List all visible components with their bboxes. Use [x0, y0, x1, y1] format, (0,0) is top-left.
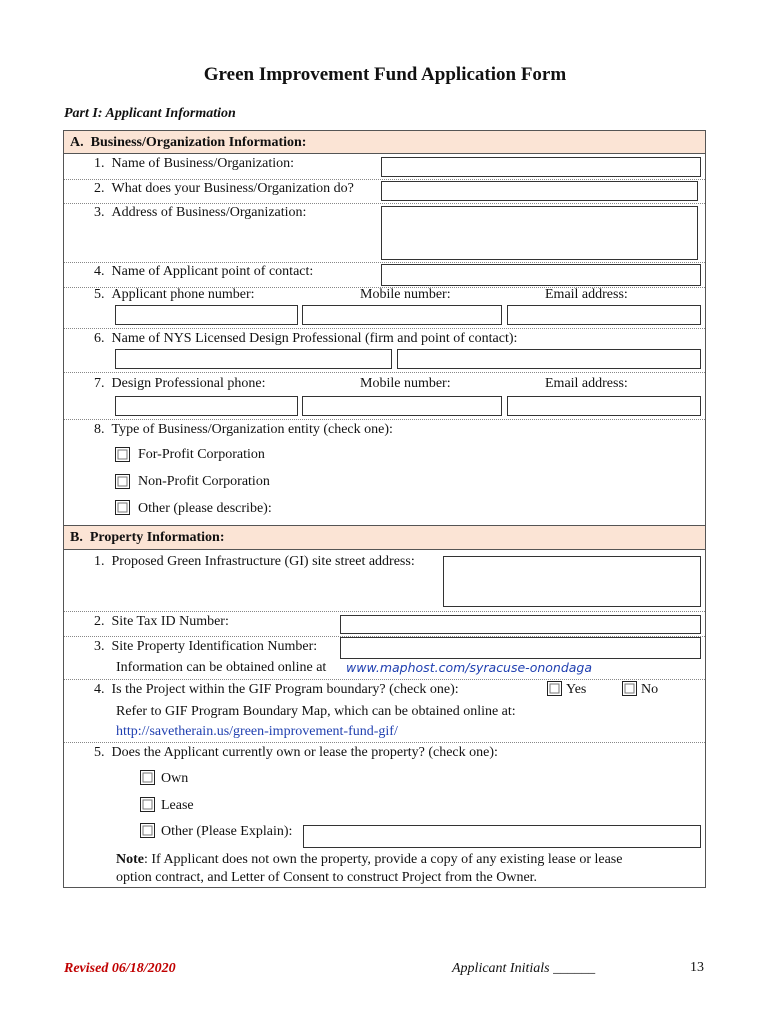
other-own-label: Other (Please Explain):: [161, 824, 293, 839]
divider: [64, 179, 705, 180]
divider: [64, 742, 705, 743]
label-gif-boundary: 4. Is the Project within the GIF Program boundary? (check one):: [94, 682, 459, 697]
section-a-heading: A. Business/Organization Information:: [70, 135, 307, 150]
other-own-explain-input[interactable]: [303, 825, 701, 848]
business-name-input[interactable]: [381, 157, 701, 177]
boundary-no-label: No: [641, 682, 659, 697]
design-professional-contact-input[interactable]: [397, 349, 701, 369]
boundary-no-checkbox[interactable]: [622, 681, 637, 696]
form-title: Green Improvement Fund Application Form: [203, 64, 567, 85]
label-design-mobile: Mobile number:: [360, 376, 451, 391]
page-number: 13: [690, 960, 704, 975]
design-email-input[interactable]: [507, 396, 701, 416]
for-profit-label: For-Profit Corporation: [138, 447, 265, 462]
divider: [64, 611, 705, 612]
label-applicant-mobile: Mobile number:: [360, 287, 451, 302]
own-checkbox[interactable]: [140, 770, 155, 785]
divider: [64, 372, 705, 373]
note-text-1: : If Applicant does not own the property, provide a copy of any existing lease or lease: [144, 852, 623, 867]
label-gi-site-address: 1. Proposed Green Infrastructure (GI) site street address:: [94, 554, 415, 569]
site-tax-id-input[interactable]: [340, 615, 701, 634]
applicant-phone-input[interactable]: [115, 305, 298, 325]
label-entity-type: 8. Type of Business/Organization entity (check one):: [94, 422, 393, 437]
non-profit-label: Non-Profit Corporation: [138, 474, 270, 489]
lease-checkbox[interactable]: [140, 797, 155, 812]
label-business-name: 1. Name of Business/Organization:: [94, 156, 294, 171]
design-phone-input[interactable]: [115, 396, 298, 416]
for-profit-checkbox[interactable]: [115, 447, 130, 462]
other-entity-checkbox[interactable]: [115, 500, 130, 515]
property-id-info: Information can be obtained online at: [116, 660, 327, 675]
label-site-tax-id: 2. Site Tax ID Number:: [94, 614, 229, 629]
label-own-lease: 5. Does the Applicant currently own or lease the property? (check one):: [94, 745, 498, 760]
section-b-heading: B. Property Information:: [70, 530, 225, 545]
divider: [64, 328, 705, 329]
own-label: Own: [161, 771, 189, 786]
divider: [64, 549, 705, 550]
section-b-header: [64, 526, 705, 549]
applicant-mobile-input[interactable]: [302, 305, 502, 325]
note-line-1: [116, 852, 622, 868]
label-applicant-phone: 5. Applicant phone number:: [94, 287, 255, 302]
divider: [64, 262, 705, 263]
divider: [64, 153, 705, 154]
maphost-link[interactable]: www.maphost.com/syracuse-onondaga: [346, 660, 593, 675]
label-design-professional: 6. Name of NYS Licensed Design Professional (firm and point of contact):: [94, 331, 518, 346]
boundary-yes-label: Yes: [566, 682, 587, 697]
label-business-does: 2. What does your Business/Organization do?: [94, 181, 354, 196]
label-business-address: 3. Address of Business/Organization:: [94, 205, 307, 220]
design-mobile-input[interactable]: [302, 396, 502, 416]
other-entity-label: Other (please describe):: [138, 501, 272, 516]
part-heading: Part I: Applicant Information: [64, 106, 236, 121]
applicant-initials: Applicant Initials ______: [452, 961, 596, 976]
gi-site-address-input[interactable]: [443, 556, 701, 607]
divider: [64, 203, 705, 204]
applicant-email-input[interactable]: [507, 305, 701, 325]
lease-label: Lease: [161, 798, 194, 813]
boundary-yes-checkbox[interactable]: [547, 681, 562, 696]
label-site-property-id: 3. Site Property Identification Number:: [94, 639, 318, 654]
business-address-input[interactable]: [381, 206, 698, 260]
note-bold: Note: [116, 852, 144, 867]
design-professional-firm-input[interactable]: [115, 349, 392, 369]
divider: [64, 419, 705, 420]
revised-date: Revised 06/18/2020: [64, 961, 176, 976]
label-applicant-contact: 4. Name of Applicant point of contact:: [94, 264, 314, 279]
boundary-map-link[interactable]: http://savetherain.us/green-improvement-fund-gif/: [116, 724, 398, 739]
note-line-2: option contract, and Letter of Consent to construct Project from the Owner.: [116, 870, 538, 885]
label-design-email: Email address:: [545, 376, 628, 391]
applicant-contact-input[interactable]: [381, 264, 701, 286]
business-does-input[interactable]: [381, 181, 698, 201]
label-design-phone: 7. Design Professional phone:: [94, 376, 266, 391]
other-own-checkbox[interactable]: [140, 823, 155, 838]
site-property-id-input[interactable]: [340, 637, 701, 659]
non-profit-checkbox[interactable]: [115, 474, 130, 489]
divider: [64, 679, 705, 680]
label-applicant-email: Email address:: [545, 287, 628, 302]
boundary-refer-text: Refer to GIF Program Boundary Map, which can be obtained online at:: [116, 704, 516, 719]
section-a-header: [64, 131, 705, 154]
